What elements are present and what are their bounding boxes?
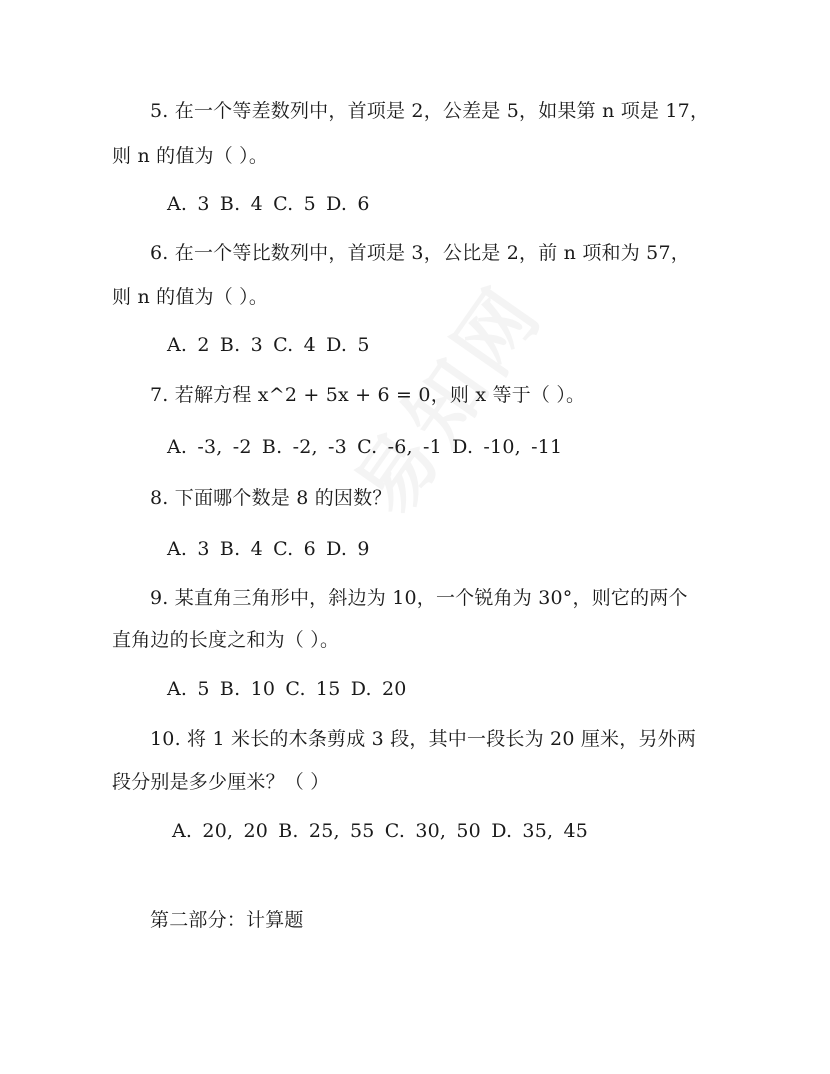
question-6-stem-line-1: 6. 在一个等比数列中，首项是 3，公比是 2，前 n 项和为 57， [150,242,690,264]
question-10-stem-line-2: 段分别是多少厘米？（ ） [112,771,330,793]
question-5-stem-line-1: 5. 在一个等差数列中，首项是 2，公差是 5，如果第 n 项是 17， [150,100,710,122]
question-9-stem-line-2: 直角边的长度之和为（ ）。 [112,629,340,651]
question-8-options: A. 3 B. 4 C. 6 D. 9 [167,538,370,560]
question-5-stem-line-2: 则 n 的值为（ ）。 [112,145,269,167]
question-9-stem-line-1: 9. 某直角三角形中，斜边为 10，一个锐角为 30°，则它的两个 [150,587,688,609]
section-heading: 第二部分：计算题 [150,909,304,931]
question-6-stem-line-2: 则 n 的值为（ ）。 [112,286,269,308]
question-5-options: A. 3 B. 4 C. 5 D. 6 [167,193,370,215]
question-8-stem-line-1: 8. 下面哪个数是 8 的因数？ [150,487,392,509]
question-9-options: A. 5 B. 10 C. 15 D. 20 [167,678,407,700]
question-10-stem-line-1: 10. 将 1 米长的木条剪成 3 段，其中一段长为 20 厘米，另外两 [150,728,697,750]
question-7-stem-line-1: 7. 若解方程 x^2 + 5x + 6 = 0，则 x 等于（ ）。 [150,384,586,406]
question-7-options: A. -3, -2 B. -2, -3 C. -6, -1 D. -10, -11 [167,436,563,458]
question-6-options: A. 2 B. 3 C. 4 D. 5 [167,334,370,356]
question-10-options: A. 20, 20 B. 25, 55 C. 30, 50 D. 35, 45 [172,820,589,842]
